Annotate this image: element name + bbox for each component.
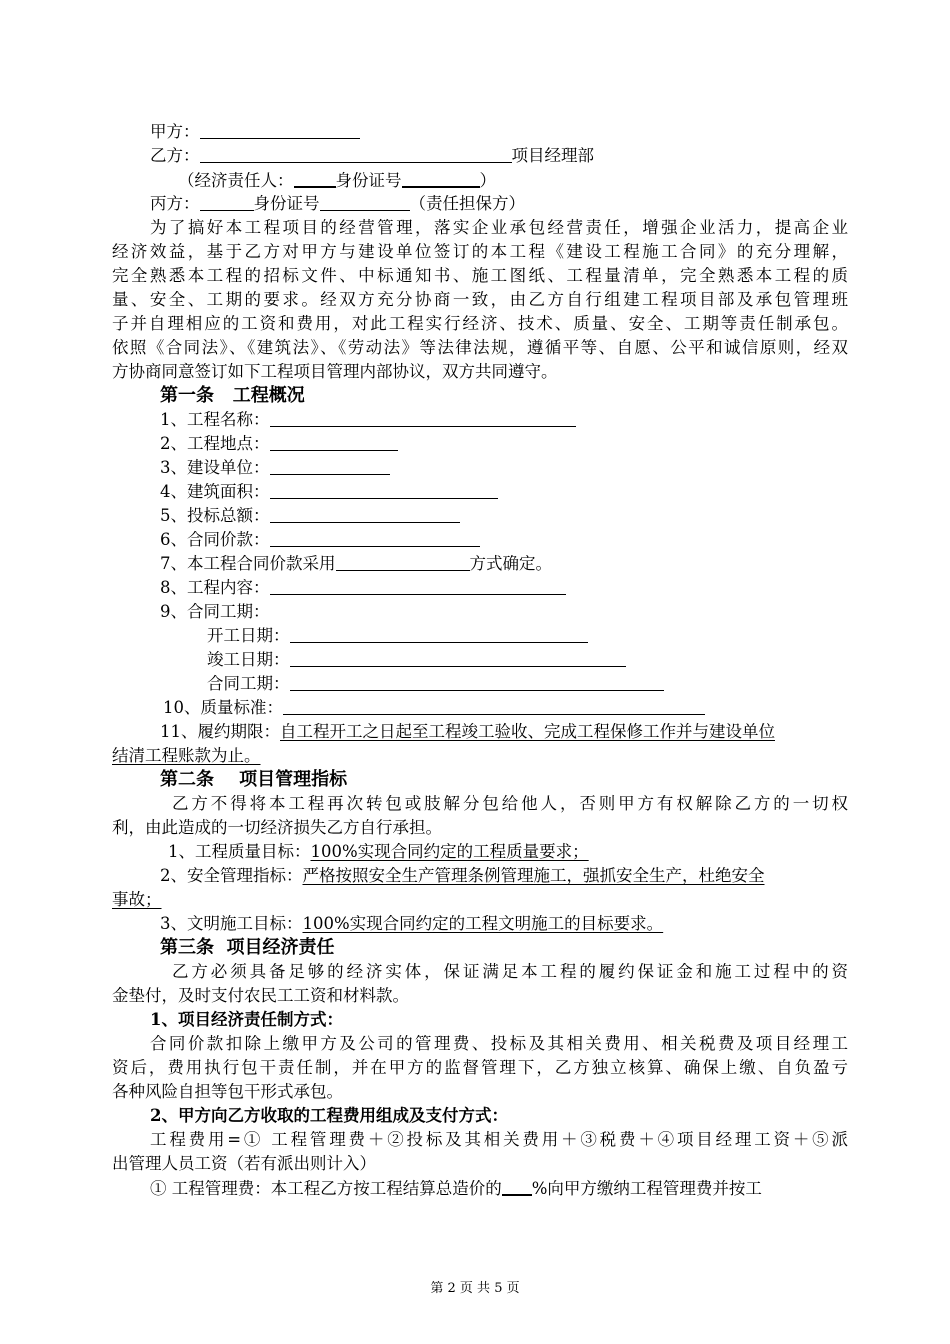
party-c-id-blank[interactable] xyxy=(320,192,410,211)
safety-target xyxy=(160,864,848,888)
responsible-id-blank[interactable] xyxy=(402,168,480,188)
item-label: 4、建筑面积： xyxy=(160,482,270,501)
item-label: 8、工程内容： xyxy=(160,578,270,597)
responsible-close: ） xyxy=(479,171,496,190)
item-bid-total xyxy=(160,504,460,528)
quality-target-text: 100%实现合同约定的工程质量要求； xyxy=(310,842,589,861)
article-1-title: 第一条 工程概况 xyxy=(160,385,305,406)
intro-line-5: 子并自理相应的工资和费用，对此工程实行经济、技术、质量、安全、工期等责任制承包。 xyxy=(112,314,848,333)
quality-target xyxy=(168,840,589,864)
responsible-person-blank[interactable] xyxy=(294,168,336,188)
item-label: 6、合同价款： xyxy=(160,530,270,549)
party-c-id-label: 身份证号 xyxy=(253,194,320,213)
item-label: 7、本工程合同价款采用 xyxy=(160,554,336,573)
quality-standard-blank[interactable] xyxy=(283,696,705,715)
completion-date-blank[interactable] xyxy=(290,648,626,667)
party-b-line xyxy=(150,144,594,168)
item-project-name xyxy=(160,408,576,432)
item-label: 10、质量标准： xyxy=(163,698,283,717)
project-name-blank[interactable] xyxy=(270,408,576,427)
subsection-1-line-3: 各种风险自担等包干形式承包。 xyxy=(112,1082,343,1101)
item-label: 合同工期： xyxy=(207,674,290,693)
contract-price-blank[interactable] xyxy=(270,528,480,547)
item-performance-period-cont xyxy=(112,744,261,768)
page-number: 第 2 页 共 5 页 xyxy=(430,1281,520,1296)
project-content-blank[interactable] xyxy=(270,576,566,595)
subsection-2-line-2: 出管理人员工资（若有派出则计入） xyxy=(112,1154,376,1173)
item-construction-unit xyxy=(160,456,390,480)
item-suffix: 方式确定。 xyxy=(469,554,552,573)
item-start-date xyxy=(207,624,588,648)
project-location-blank[interactable] xyxy=(270,432,398,451)
item-label: 2、工程地点： xyxy=(160,434,270,453)
party-c-suffix: （责任担保方） xyxy=(409,194,525,213)
quality-target-label: 1、工程质量目标： xyxy=(168,842,311,861)
party-c-label: 丙方： xyxy=(150,194,200,213)
item-label: 11、履约期限： xyxy=(160,722,280,741)
performance-period-text-cont: 结清工程账款为止。 xyxy=(112,746,261,765)
item-label: 竣工日期： xyxy=(207,650,290,669)
civil-construction-target xyxy=(160,912,663,936)
construction-unit-blank[interactable] xyxy=(270,456,390,475)
article-3-para-1: 乙方必须具备足够的经济实体，保证满足本工程的履约保证金和施工过程中的资 xyxy=(172,962,848,981)
item-project-location xyxy=(160,432,398,456)
subsection-2-line-1: 工程费用=① 工程管理费＋②投标及其相关费用＋③税费＋④项目经理工资＋⑤派 xyxy=(150,1130,848,1149)
item-building-area xyxy=(160,480,498,504)
item-completion-date xyxy=(207,648,626,672)
intro-line-4: 量、安全、工期的要求。经双方充分协商一致，由乙方自行组建工程项目部及承包管理班 xyxy=(112,290,848,309)
intro-line-3: 完全熟悉本工程的招标文件、中标通知书、施工图纸、工程量清单，完全熟悉本工程的质 xyxy=(112,266,848,285)
safety-target-cont xyxy=(112,888,162,912)
subsection-1-line-1: 合同价款扣除上缴甲方及公司的管理费、投标及其相关费用、相关税费及项目经理工 xyxy=(150,1034,848,1053)
management-fee-percent-blank[interactable] xyxy=(502,1176,532,1196)
safety-target-text: 严格按照安全生产管理条例管理施工，强抓安全生产，杜绝安全 xyxy=(302,866,765,885)
responsible-person-label: （经济责任人： xyxy=(178,171,294,190)
management-fee-text-cont: %向甲方缴纳工程管理费并按工 xyxy=(531,1179,762,1198)
intro-line-7: 方协商同意签订如下工程项目管理内部协议，双方共同遵守。 xyxy=(112,362,558,381)
safety-target-label: 2、安全管理指标： xyxy=(160,866,303,885)
party-a-line xyxy=(150,120,360,144)
safety-target-text-cont: 事故； xyxy=(112,890,162,909)
article-2-para-2: 利，由此造成的一切经济损失乙方自行承担。 xyxy=(112,818,442,837)
civil-target-text: 100%实现合同约定的工程文明施工的目标要求。 xyxy=(302,914,664,933)
item-quality-standard xyxy=(163,696,705,720)
civil-target-label: 3、文明施工目标： xyxy=(160,914,303,933)
party-a-blank[interactable] xyxy=(200,120,360,139)
responsible-person-line xyxy=(178,168,496,192)
article-3-para-2: 金垫付，及时支付农民工工资和材料款。 xyxy=(112,986,409,1005)
party-a-label: 甲方： xyxy=(150,122,200,141)
subsection-1-line-2: 资后，费用执行包干责任制，并在甲方的监督管理下，乙方独立核算、确保上缴、自负盈亏 xyxy=(112,1058,848,1077)
item-contract-price xyxy=(160,528,480,552)
item-label: 5、投标总额： xyxy=(160,506,270,525)
responsible-id-label: 身份证号 xyxy=(335,171,402,190)
item-label: 3、建设单位： xyxy=(160,458,270,477)
item-price-method xyxy=(160,552,552,576)
party-b-blank[interactable] xyxy=(200,144,512,163)
performance-period-text: 自工程开工之日起至工程竣工验收、完成工程保修工作并与建设单位 xyxy=(280,722,775,741)
item-label: 1、工程名称： xyxy=(160,410,270,429)
contract-duration-blank[interactable] xyxy=(290,672,664,691)
intro-line-1: 为了搞好本工程项目的经营管理，落实企业承包经营责任，增强企业活力，提高企业 xyxy=(150,218,848,237)
start-date-blank[interactable] xyxy=(290,624,588,643)
item-contract-duration xyxy=(207,672,664,696)
item-label: 开工日期： xyxy=(207,626,290,645)
bid-total-blank[interactable] xyxy=(270,504,460,523)
item-project-content xyxy=(160,576,566,600)
article-3-title: 第三条 项目经济责任 xyxy=(160,937,335,958)
item-performance-period xyxy=(160,720,848,744)
intro-line-6: 依照《合同法》、《建筑法》、《劳动法》等法律法规，遵循平等、自愿、公平和诚信原则，经双 xyxy=(112,338,848,357)
subsection-1-title: 1、项目经济责任制方式： xyxy=(150,1010,343,1029)
subsection-2-title: 2、甲方向乙方收取的工程费用组成及支付方式： xyxy=(150,1106,508,1125)
party-c-blank[interactable] xyxy=(200,192,254,211)
article-2-title: 第二条 项目管理指标 xyxy=(160,769,348,790)
building-area-blank[interactable] xyxy=(270,480,498,499)
article-2-para-1: 乙方不得将本工程再次转包或肢解分包给他人，否则甲方有权解除乙方的一切权 xyxy=(172,794,848,813)
management-fee-text: ① 工程管理费：本工程乙方按工程结算总造价的 xyxy=(150,1179,502,1198)
item-contract-period: 9、合同工期： xyxy=(160,602,270,621)
party-c-line xyxy=(150,192,525,216)
party-b-label: 乙方： xyxy=(150,146,200,165)
intro-line-2: 经济效益，基于乙方对甲方与建设单位签订的本工程《建设工程施工合同》的充分理解， xyxy=(112,242,848,261)
price-method-blank[interactable] xyxy=(336,552,470,571)
party-b-suffix: 项目经理部 xyxy=(511,146,594,165)
management-fee-line xyxy=(150,1176,848,1200)
